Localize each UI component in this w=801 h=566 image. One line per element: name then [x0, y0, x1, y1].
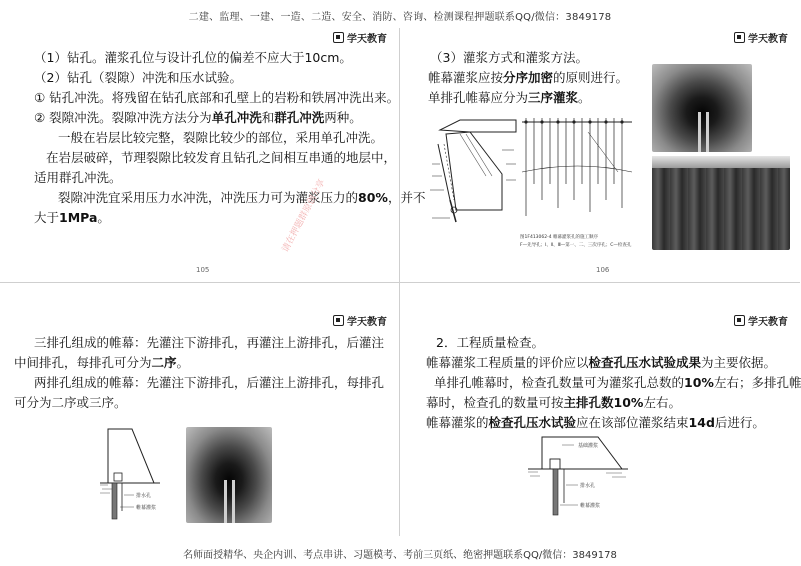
text-run: 单排孔帷幕时，检查孔数量可为灌浆孔总数的 — [434, 375, 685, 390]
text-run: ② 裂隙冲洗。裂隙冲洗方法分为 — [34, 110, 212, 125]
photo-ceiling — [652, 156, 790, 168]
photo-rail — [698, 112, 701, 152]
brand-logo — [734, 313, 788, 328]
figure-caption: 图1F413062-4 帷幕灌浆孔的施工顺序 — [520, 235, 599, 240]
brand-logo — [333, 30, 387, 45]
slide-panel-drilling — [0, 26, 426, 282]
brand-name: 学天教育 — [748, 34, 788, 45]
tunnel-photo — [652, 64, 752, 152]
text-run: 帷幕灌浆工程质量的评价应以 — [426, 355, 589, 370]
page-number: 106 — [596, 266, 610, 274]
text-run: 应在该部位灌浆结束 — [576, 415, 689, 430]
emphasis-text: 80% — [358, 190, 388, 205]
text-line — [14, 355, 189, 371]
text-line — [428, 70, 628, 86]
hole-sequence-diagram — [518, 112, 636, 230]
brand-name: 学天教育 — [347, 34, 387, 45]
text-run: 左右。 — [643, 395, 681, 410]
text-line — [58, 190, 425, 206]
diagram-label: 帷幕灌浆 — [580, 503, 601, 509]
text-line: 两排孔组成的帷幕：先灌注下游排孔，后灌注上游排孔，每排孔 — [34, 375, 385, 390]
text-run: 和 — [261, 110, 275, 125]
text-line — [34, 210, 110, 226]
text-line — [426, 415, 765, 431]
text-line: 适用群孔冲洗。 — [34, 170, 122, 185]
text-run: 。 — [97, 210, 110, 225]
text-run: 左右；多排孔帷 — [713, 375, 801, 390]
emphasis-text: 群孔冲洗 — [274, 110, 325, 125]
text-run: 帷幕灌浆应按 — [428, 70, 504, 85]
emphasis-text: 检查孔压水试验 — [488, 415, 577, 430]
top-banner: 二建、监理、一建、一造、二造、安全、消防、咨询、检测课程押题联系QQ/微信：3849178 — [188, 12, 612, 23]
text-line: 在岩层破碎，节理裂隙比较发育且钻孔之间相互串通的地层中， — [46, 150, 397, 165]
text-run: 后进行。 — [714, 415, 765, 430]
brand-icon — [333, 32, 344, 43]
watermark: 请在押题群原创分享 — [280, 177, 328, 255]
emphasis-text: 14d — [688, 415, 715, 430]
text-run: 的原则进行。 — [553, 70, 629, 85]
text-run: 。 — [578, 90, 591, 105]
emphasis-text: 10% — [684, 375, 714, 390]
brand-name: 学天教育 — [347, 317, 387, 328]
emphasis-text: 三序灌浆 — [528, 90, 579, 105]
brand-icon — [734, 315, 745, 326]
emphasis-text: 单孔冲洗 — [211, 110, 262, 125]
text-line: 一般在岩层比较完整，裂隙比较少的部位，采用单孔冲洗。 — [58, 130, 384, 145]
brand-icon — [734, 32, 745, 43]
emphasis-text: 检查孔压水试验成果 — [588, 355, 702, 370]
text-line — [428, 90, 591, 106]
page-number: 105 — [196, 266, 210, 274]
photo-rail — [706, 112, 709, 152]
text-run: 单排孔帷幕应分为 — [428, 90, 529, 105]
text-run: 裂隙冲洗宜采用压力水冲洗，冲洗压力可为灌浆压力的 — [58, 190, 359, 205]
text-line: ① 钻孔冲洗。将残留在钻孔底部和孔壁上的岩粉和铁屑冲洗出来。 — [34, 90, 400, 105]
photo-rail — [232, 480, 235, 523]
text-line — [34, 110, 362, 126]
figure-caption: F—先导孔；Ⅰ、Ⅱ、Ⅲ—第一、二、三次序孔；C—检查孔 — [520, 243, 632, 248]
slide-panel-quality-check — [400, 283, 800, 543]
photo-rail — [224, 480, 227, 523]
emphasis-text: 二序 — [151, 355, 177, 370]
brand-icon — [333, 315, 344, 326]
emphasis-text: 主排孔数10% — [563, 395, 644, 410]
text-run: 帷幕灌浆的 — [426, 415, 489, 430]
diagram-label: 排水孔 — [136, 493, 152, 499]
brand-name: 学天教育 — [748, 317, 788, 328]
text-line: （1）钻孔。灌浆孔位与设计孔位的偏差不应大于10cm。 — [34, 50, 352, 65]
text-run: 两种。 — [324, 110, 362, 125]
text-run: 为主要依据。 — [701, 355, 777, 370]
grout-curtain-section-diagram — [426, 114, 520, 234]
slide-panel-grouting-method — [400, 26, 800, 282]
diagram-label: 排水孔 — [580, 483, 596, 489]
brand-logo — [734, 30, 788, 45]
tunnel-photo — [186, 427, 272, 523]
text-run: 。 — [176, 355, 190, 370]
emphasis-text: 分序加密 — [503, 70, 554, 85]
text-run: 幕时，检查孔的数量可按 — [426, 395, 564, 410]
text-run: 中间排孔，每排孔可分为 — [14, 355, 152, 370]
text-run: 大于 — [34, 210, 60, 225]
brand-logo — [333, 313, 387, 328]
text-line — [426, 395, 681, 411]
text-run: ，并不 — [387, 190, 426, 205]
text-line: 可分为二序或三序。 — [14, 395, 127, 410]
text-line: 三排孔组成的帷幕：先灌注下游排孔，再灌注上游排孔，后灌注 — [34, 335, 385, 350]
text-line — [426, 355, 776, 371]
curtain-photo — [652, 156, 790, 250]
text-line — [434, 375, 801, 391]
slide-panel-multi-row-curtain — [0, 283, 399, 543]
bottom-banner: 名师面授精华、央企内训、考点串讲、习题模考、考前三页纸、绝密押题联系QQ/微信：3849178 — [183, 550, 617, 561]
text-line: 2．工程质量检查。 — [436, 335, 544, 350]
diagram-label: 基础灌浆 — [578, 443, 599, 449]
diagram-label: 帷幕灌浆 — [136, 505, 157, 511]
emphasis-text: 1MPa — [59, 210, 98, 225]
text-line: （2）钻孔（裂隙）冲洗和压水试验。 — [34, 70, 242, 85]
text-line: （3）灌浆方式和灌浆方法。 — [430, 50, 588, 65]
